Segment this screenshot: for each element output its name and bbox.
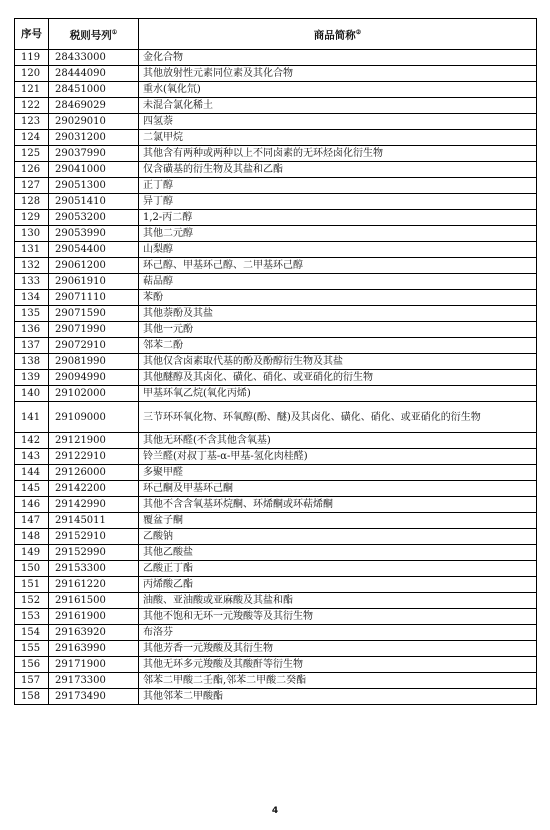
name-cell: 未混合氯化稀土 bbox=[139, 98, 537, 114]
name-cell: 其他乙酸盐 bbox=[139, 545, 537, 561]
table-row bbox=[15, 433, 537, 449]
code-cell: 29161900 bbox=[49, 609, 139, 625]
code-cell: 29051300 bbox=[49, 178, 139, 194]
table-row bbox=[15, 338, 537, 354]
code-cell: 28469029 bbox=[49, 98, 139, 114]
code-cell: 29121900 bbox=[49, 433, 139, 449]
name-cell: 其他二元醇 bbox=[139, 226, 537, 242]
table-row bbox=[15, 210, 537, 226]
seq-cell: 157 bbox=[15, 673, 49, 689]
seq-cell: 139 bbox=[15, 370, 49, 386]
name-cell: 三节环环氧化物、环氧醇(酚、醚)及其卤化、磺化、硝化、或亚硝化的衍生物 bbox=[139, 402, 537, 433]
name-cell: 四氢萘 bbox=[139, 114, 537, 130]
code-cell: 29173490 bbox=[49, 689, 139, 705]
table-row bbox=[15, 66, 537, 82]
table-row bbox=[15, 529, 537, 545]
code-cell: 29126000 bbox=[49, 465, 139, 481]
seq-cell: 125 bbox=[15, 146, 49, 162]
table-row bbox=[15, 98, 537, 114]
name-cell: 二氯甲烷 bbox=[139, 130, 537, 146]
name-cell: 环己醇、甲基环己醇、二甲基环己醇 bbox=[139, 258, 537, 274]
code-cell: 29161220 bbox=[49, 577, 139, 593]
seq-cell: 147 bbox=[15, 513, 49, 529]
name-cell: 金化合物 bbox=[139, 50, 537, 66]
name-cell: 其他仅含卤素取代基的酚及酚醇衍生物及其盐 bbox=[139, 354, 537, 370]
page-number: 4 bbox=[271, 806, 279, 816]
code-cell: 29142200 bbox=[49, 481, 139, 497]
table-row bbox=[15, 226, 537, 242]
header-code: 税则号列① bbox=[49, 19, 139, 50]
seq-cell: 151 bbox=[15, 577, 49, 593]
code-cell: 29152910 bbox=[49, 529, 139, 545]
code-cell: 29173300 bbox=[49, 673, 139, 689]
table-row bbox=[15, 290, 537, 306]
table-row bbox=[15, 242, 537, 258]
name-cell: 仅含磺基的衍生物及其盐和乙酯 bbox=[139, 162, 537, 178]
header-code-note: ① bbox=[111, 28, 118, 36]
name-cell: 萜品醇 bbox=[139, 274, 537, 290]
table-row bbox=[15, 545, 537, 561]
table-row bbox=[15, 561, 537, 577]
name-cell: 其他不含含氧基环烷酮、环烯酮或环萜烯酮 bbox=[139, 497, 537, 513]
name-cell: 其他萘酚及其盐 bbox=[139, 306, 537, 322]
seq-cell: 152 bbox=[15, 593, 49, 609]
code-cell: 28444090 bbox=[49, 66, 139, 82]
seq-cell: 128 bbox=[15, 194, 49, 210]
seq-cell: 144 bbox=[15, 465, 49, 481]
code-cell: 29054400 bbox=[49, 242, 139, 258]
table-row bbox=[15, 513, 537, 529]
name-cell: 其他无环多元羧酸及其酸酐等衍生物 bbox=[139, 657, 537, 673]
code-cell: 29153300 bbox=[49, 561, 139, 577]
table-row bbox=[15, 50, 537, 66]
table-row bbox=[15, 449, 537, 465]
seq-cell: 138 bbox=[15, 354, 49, 370]
name-cell: 丙烯酸乙酯 bbox=[139, 577, 537, 593]
seq-cell: 153 bbox=[15, 609, 49, 625]
name-cell: 其他含有两种或两种以上不同卤素的无环烃卤化衍生物 bbox=[139, 146, 537, 162]
code-cell: 29152990 bbox=[49, 545, 139, 561]
code-cell: 29171900 bbox=[49, 657, 139, 673]
code-cell: 29031200 bbox=[49, 130, 139, 146]
seq-cell: 129 bbox=[15, 210, 49, 226]
name-cell: 1,2-丙二醇 bbox=[139, 210, 537, 226]
code-cell: 29161500 bbox=[49, 593, 139, 609]
table-row bbox=[15, 130, 537, 146]
table-row bbox=[15, 402, 537, 433]
seq-cell: 130 bbox=[15, 226, 49, 242]
seq-cell: 124 bbox=[15, 130, 49, 146]
header-name: 商品简称② bbox=[139, 19, 537, 50]
name-cell: 其他邻苯二甲酸酯 bbox=[139, 689, 537, 705]
header-seq: 序号 bbox=[15, 19, 49, 50]
seq-cell: 131 bbox=[15, 242, 49, 258]
code-cell: 29094990 bbox=[49, 370, 139, 386]
code-cell: 29163920 bbox=[49, 625, 139, 641]
name-cell: 其他芳香一元羧酸及其衍生物 bbox=[139, 641, 537, 657]
name-cell: 苯酚 bbox=[139, 290, 537, 306]
seq-cell: 141 bbox=[15, 402, 49, 433]
code-cell: 29081990 bbox=[49, 354, 139, 370]
code-cell: 29071590 bbox=[49, 306, 139, 322]
table-row bbox=[15, 258, 537, 274]
table-row bbox=[15, 625, 537, 641]
table-row bbox=[15, 162, 537, 178]
code-cell: 29061910 bbox=[49, 274, 139, 290]
table-row bbox=[15, 114, 537, 130]
seq-cell: 146 bbox=[15, 497, 49, 513]
table-row bbox=[15, 322, 537, 338]
code-cell: 29163990 bbox=[49, 641, 139, 657]
code-cell: 29029010 bbox=[49, 114, 139, 130]
table-row bbox=[15, 657, 537, 673]
table-row bbox=[15, 481, 537, 497]
table-row bbox=[15, 465, 537, 481]
table-row bbox=[15, 194, 537, 210]
name-cell: 乙酸正丁酯 bbox=[139, 561, 537, 577]
seq-cell: 154 bbox=[15, 625, 49, 641]
code-cell: 28433000 bbox=[49, 50, 139, 66]
seq-cell: 142 bbox=[15, 433, 49, 449]
seq-cell: 136 bbox=[15, 322, 49, 338]
code-cell: 28451000 bbox=[49, 82, 139, 98]
seq-cell: 143 bbox=[15, 449, 49, 465]
seq-cell: 150 bbox=[15, 561, 49, 577]
seq-cell: 137 bbox=[15, 338, 49, 354]
code-cell: 29071110 bbox=[49, 290, 139, 306]
table-row bbox=[15, 274, 537, 290]
name-cell: 异丁醇 bbox=[139, 194, 537, 210]
name-cell: 覆盆子酮 bbox=[139, 513, 537, 529]
seq-cell: 148 bbox=[15, 529, 49, 545]
code-cell: 29053200 bbox=[49, 210, 139, 226]
table-row bbox=[15, 386, 537, 402]
table-row bbox=[15, 689, 537, 705]
code-cell: 29053990 bbox=[49, 226, 139, 242]
header-row bbox=[15, 19, 537, 50]
code-cell: 29051410 bbox=[49, 194, 139, 210]
seq-cell: 133 bbox=[15, 274, 49, 290]
name-cell: 邻苯二酚 bbox=[139, 338, 537, 354]
table-row bbox=[15, 146, 537, 162]
name-cell: 多聚甲醛 bbox=[139, 465, 537, 481]
seq-cell: 127 bbox=[15, 178, 49, 194]
table-row bbox=[15, 497, 537, 513]
seq-cell: 134 bbox=[15, 290, 49, 306]
seq-cell: 122 bbox=[15, 98, 49, 114]
table-row bbox=[15, 82, 537, 98]
name-cell: 山梨醇 bbox=[139, 242, 537, 258]
table-row bbox=[15, 673, 537, 689]
table-row bbox=[15, 593, 537, 609]
seq-cell: 123 bbox=[15, 114, 49, 130]
seq-cell: 119 bbox=[15, 50, 49, 66]
name-cell: 正丁醇 bbox=[139, 178, 537, 194]
seq-cell: 126 bbox=[15, 162, 49, 178]
seq-cell: 121 bbox=[15, 82, 49, 98]
code-cell: 29145011 bbox=[49, 513, 139, 529]
code-cell: 29142990 bbox=[49, 497, 139, 513]
seq-cell: 135 bbox=[15, 306, 49, 322]
name-cell: 甲基环氧乙烷(氧化丙烯) bbox=[139, 386, 537, 402]
code-cell: 29102000 bbox=[49, 386, 139, 402]
name-cell: 其他醚醇及其卤化、磺化、硝化、或亚硝化的衍生物 bbox=[139, 370, 537, 386]
name-cell: 布洛芬 bbox=[139, 625, 537, 641]
header-name-note: ② bbox=[355, 28, 362, 36]
code-cell: 29072910 bbox=[49, 338, 139, 354]
table-row bbox=[15, 609, 537, 625]
table-row bbox=[15, 178, 537, 194]
seq-cell: 158 bbox=[15, 689, 49, 705]
table-row bbox=[15, 354, 537, 370]
name-cell: 其他一元酚 bbox=[139, 322, 537, 338]
table-body bbox=[15, 50, 537, 705]
table-row bbox=[15, 641, 537, 657]
code-cell: 29071990 bbox=[49, 322, 139, 338]
tariff-table bbox=[14, 18, 537, 705]
code-cell: 29041000 bbox=[49, 162, 139, 178]
name-cell: 重水(氧化氘) bbox=[139, 82, 537, 98]
seq-cell: 155 bbox=[15, 641, 49, 657]
name-cell: 环己酮及甲基环己酮 bbox=[139, 481, 537, 497]
code-cell: 29122910 bbox=[49, 449, 139, 465]
table-row bbox=[15, 370, 537, 386]
seq-cell: 149 bbox=[15, 545, 49, 561]
name-cell: 乙酸钠 bbox=[139, 529, 537, 545]
code-cell: 29061200 bbox=[49, 258, 139, 274]
tariff-table-sheet bbox=[14, 18, 536, 705]
name-cell: 油酸、亚油酸或亚麻酸及其盐和酯 bbox=[139, 593, 537, 609]
table-row bbox=[15, 306, 537, 322]
seq-cell: 132 bbox=[15, 258, 49, 274]
code-cell: 29109000 bbox=[49, 402, 139, 433]
seq-cell: 156 bbox=[15, 657, 49, 673]
seq-cell: 140 bbox=[15, 386, 49, 402]
name-cell: 其他放射性元素同位素及其化合物 bbox=[139, 66, 537, 82]
name-cell: 邻苯二甲酸二壬酯,邻苯二甲酸二癸酯 bbox=[139, 673, 537, 689]
seq-cell: 145 bbox=[15, 481, 49, 497]
name-cell: 铃兰醛(对叔丁基-α-甲基-氢化肉桂醛) bbox=[139, 449, 537, 465]
seq-cell: 120 bbox=[15, 66, 49, 82]
table-row bbox=[15, 577, 537, 593]
code-cell: 29037990 bbox=[49, 146, 139, 162]
name-cell: 其他不饱和无环一元羧酸等及其衍生物 bbox=[139, 609, 537, 625]
name-cell: 其他无环醛(不含其他含氧基) bbox=[139, 433, 537, 449]
